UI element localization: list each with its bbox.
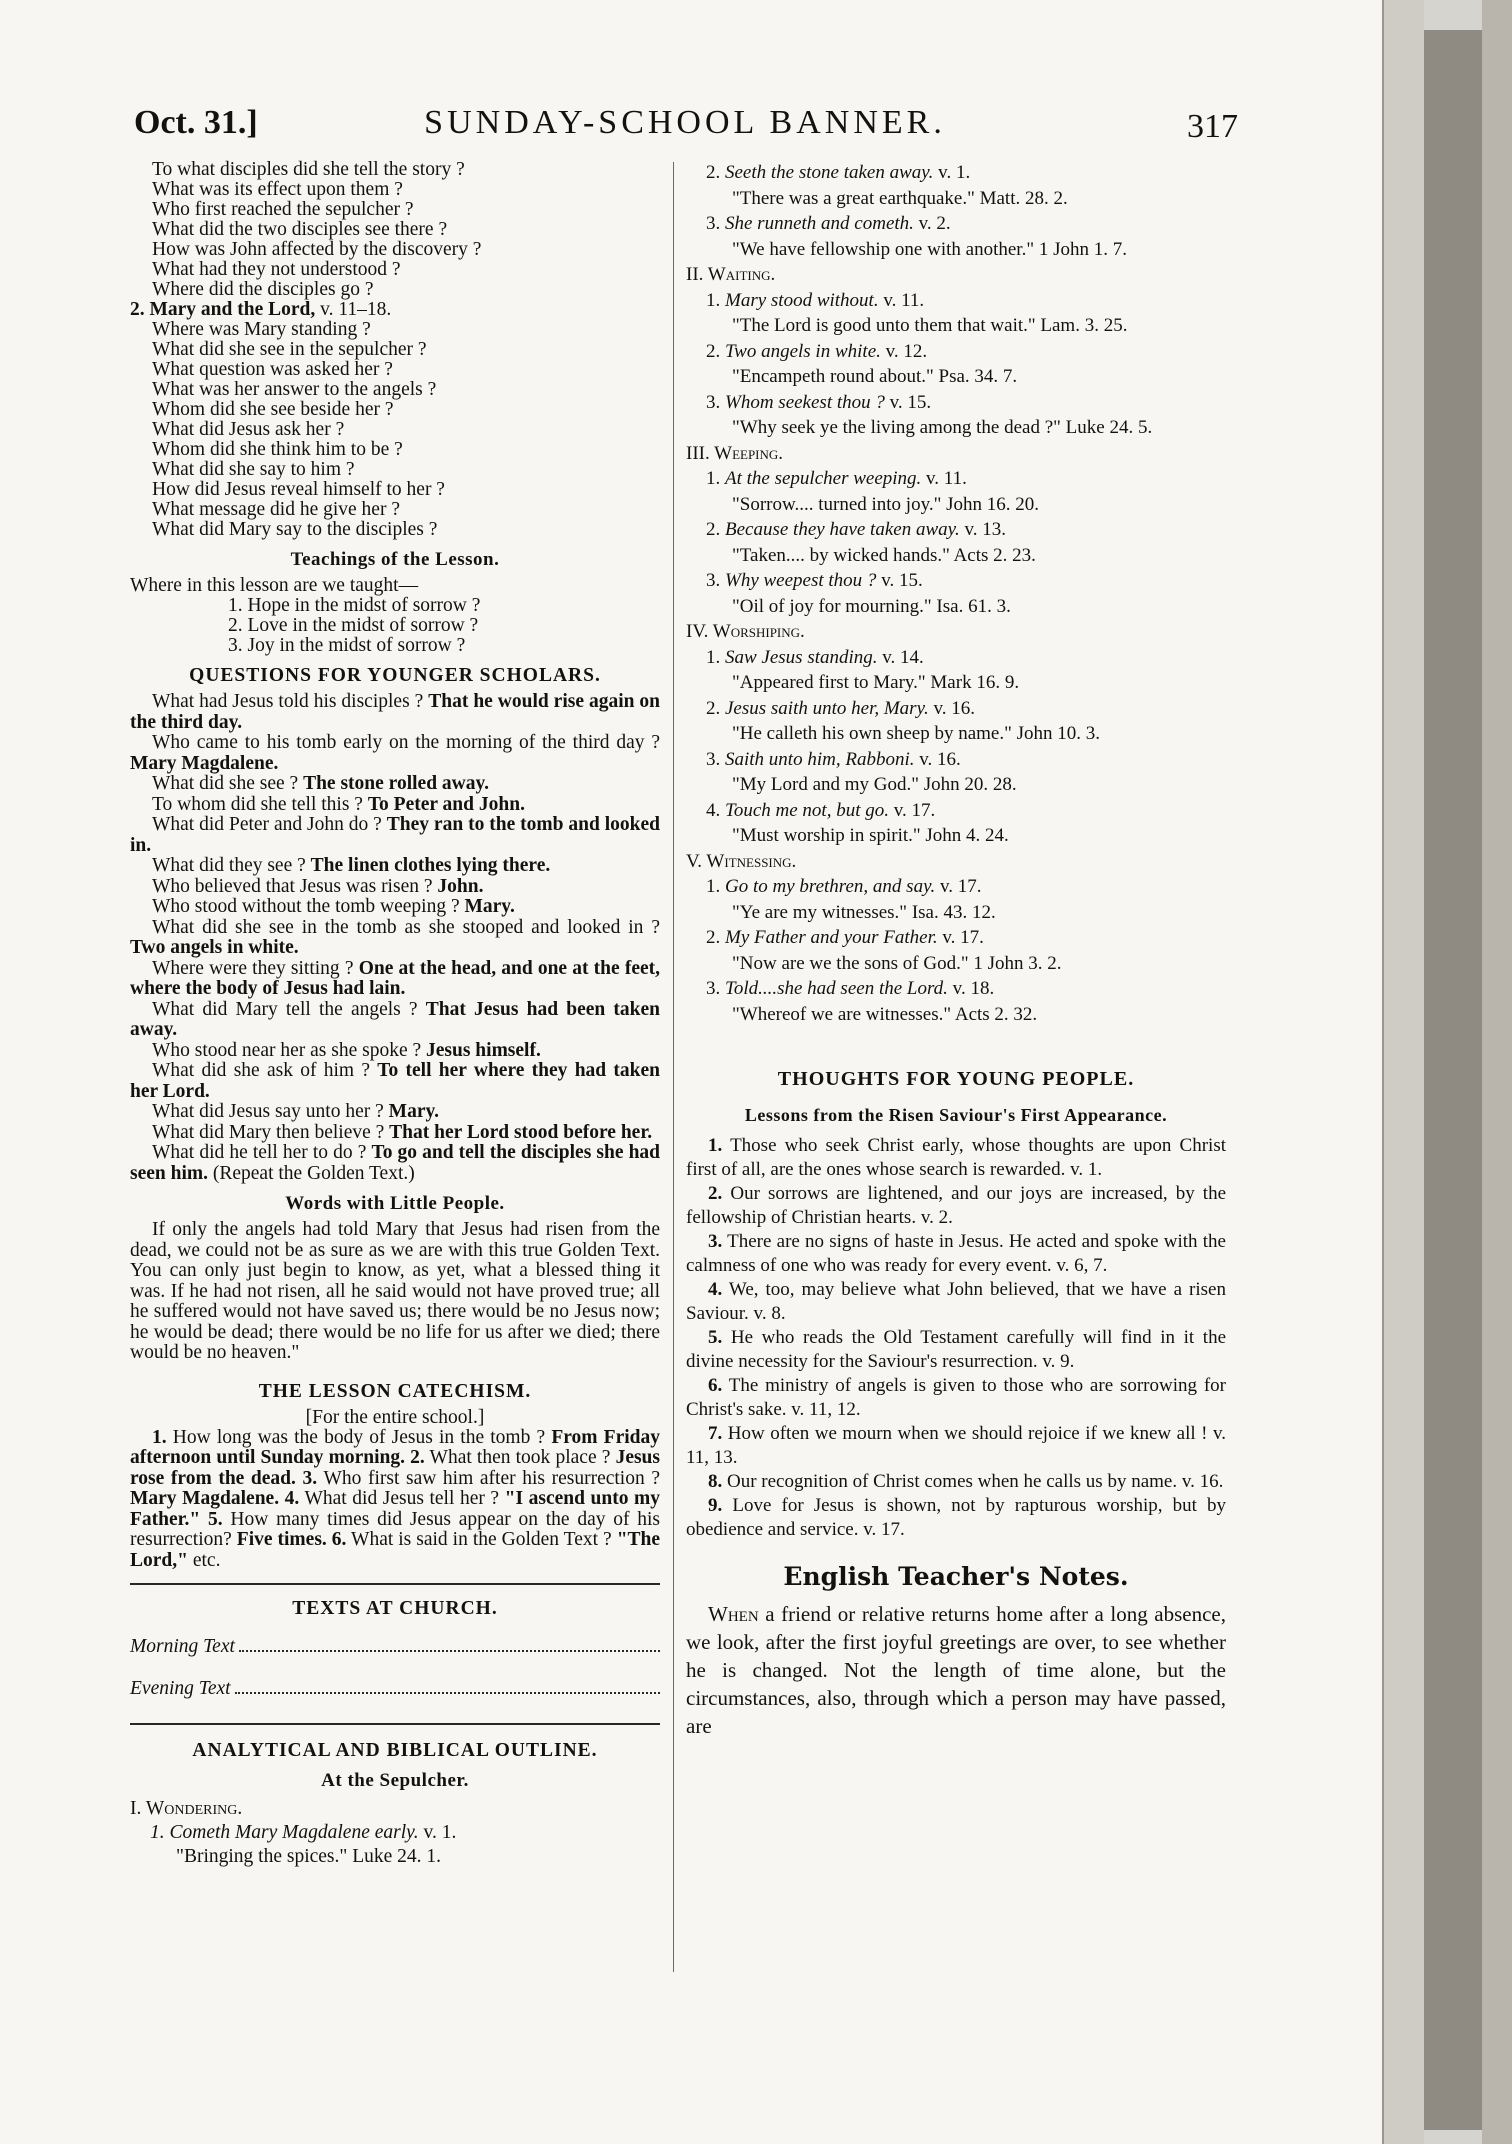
- thought-number: 9.: [708, 1495, 723, 1516]
- question-line: Where was Mary standing ?: [152, 320, 371, 340]
- outline-phrase: At the sepulcher weeping.: [725, 468, 922, 489]
- outline-quote: "Whereof we are witnesses." Acts 2. 32.: [732, 1003, 1038, 1025]
- outline-quote: "Sorrow.... turned into joy." John 16. 20.: [732, 493, 1040, 515]
- younger-qa-item: [130, 692, 660, 733]
- answer-text: To Peter and John.: [367, 793, 525, 815]
- outline-ref: v. 17.: [893, 799, 936, 821]
- question-text: What did Peter and John do ?: [152, 814, 382, 835]
- extra-note: (Repeat the Golden Text.): [212, 1162, 415, 1184]
- outline-quote: "Bringing the spices." Luke 24. 1.: [176, 1846, 442, 1867]
- outline-item: [686, 517, 1226, 543]
- book-cover-edge: [1424, 30, 1482, 2130]
- thought-text: We, too, may believe what John believed, that we have a risen Saviour. v. 8.: [686, 1279, 1226, 1324]
- outline-number: 3.: [706, 978, 721, 999]
- evening-text-line: Evening Text: [130, 1679, 660, 1699]
- thought-text: He who reads the Old Testament carefully will find in it the divine necessity for the Saviour's resurrection. v. 9.: [686, 1327, 1226, 1372]
- thought-text: Our sorrows are lightened, and our joys are increased, by the fellowship of Christian hearts. v. 2.: [686, 1183, 1227, 1228]
- thought-number: 7.: [708, 1423, 723, 1444]
- outline-section: III. Weeping.: [686, 442, 784, 464]
- outline-quote: "Appeared first to Mary." Mark 16. 9.: [732, 672, 1020, 693]
- catechism-answer: Jesus rose from the dead.: [130, 1447, 660, 1489]
- question-line: What did the two disciples see there ?: [152, 220, 448, 240]
- catechism-number: 5.: [208, 1508, 223, 1530]
- catechism-question: What then took place ?: [429, 1447, 611, 1468]
- outline-item: [686, 568, 1226, 594]
- outline-item: [686, 747, 1226, 773]
- younger-qa-item: [130, 1061, 660, 1102]
- outline-phrase: Saw Jesus standing.: [725, 646, 878, 668]
- outline-quote: "My Lord and my God." John 20. 28.: [732, 774, 1017, 795]
- outline-quote: "Now are we the sons of God." 1 John 3. 2.: [732, 952, 1062, 974]
- catechism-heading: THE LESSON CATECHISM.: [258, 1380, 532, 1402]
- outline-ref: v. 17.: [939, 876, 982, 897]
- outline-ref: v. 16.: [933, 697, 975, 719]
- question-line: How was John affected by the discovery ?: [152, 240, 482, 260]
- outline-item: [686, 211, 1226, 237]
- outline-phrase: My Father and your Father.: [725, 927, 938, 948]
- answer-text: They ran to the tomb and looked in.: [130, 814, 660, 856]
- outline-item: [686, 798, 1226, 824]
- question-line: What was its effect upon them ?: [152, 180, 403, 200]
- outline-item: [686, 160, 1226, 186]
- outline-item: [686, 925, 1226, 951]
- outline-ref: v. 18.: [952, 978, 995, 999]
- outline-section-I: I. Wondering.: [130, 1798, 243, 1819]
- answer-text: That Jesus had been taken away.: [130, 998, 660, 1040]
- question-text: What did he tell her to do ?: [152, 1142, 367, 1163]
- outline-item: [686, 976, 1226, 1002]
- younger-qa-item: [130, 1102, 660, 1123]
- outline-item: [686, 339, 1226, 365]
- outline-item: [686, 466, 1226, 492]
- question-line: What had they not understood ?: [152, 260, 401, 280]
- outline-number: 4.: [706, 799, 721, 821]
- younger-qa-item: [130, 897, 660, 918]
- page-number: 317: [1187, 108, 1238, 145]
- question-line: Who first reached the sepulcher ?: [152, 200, 414, 220]
- outline-phrase: Seeth the stone taken away.: [725, 162, 934, 183]
- outline-phrase: Because they have taken away.: [725, 519, 960, 540]
- outline-ref: v. 11.: [883, 289, 925, 311]
- answer-text: The stone rolled away.: [303, 773, 490, 794]
- outline-item: [686, 645, 1226, 671]
- outline-number: 1.: [706, 289, 721, 311]
- thought-number: 8.: [708, 1471, 723, 1492]
- outline-quote: "There was a great earthquake." Matt. 28. 2.: [732, 187, 1068, 209]
- outline-section: V. Witnessing.: [686, 850, 797, 872]
- question-line: Where did the disciples go ?: [152, 280, 374, 300]
- teaching-item: 3. Joy in the midst of sorrow ?: [228, 636, 466, 656]
- thought-number: 1.: [708, 1135, 723, 1156]
- morning-text-line: Morning Text: [130, 1637, 660, 1657]
- catechism-number: 6.: [331, 1529, 347, 1550]
- rule: [130, 1723, 660, 1725]
- outline-phrase: Mary stood without.: [725, 289, 879, 311]
- catechism-answer: "The Lord,": [130, 1529, 661, 1571]
- thought-number: 3.: [708, 1231, 723, 1252]
- outline-quote: "He calleth his own sheep by name." John 10. 3.: [732, 723, 1100, 744]
- outline-ref: v. 1.: [938, 162, 971, 183]
- question-text: What did she see in the tomb as she stooped and looked in ?: [152, 916, 660, 938]
- outline-ref: v. 2.: [918, 213, 951, 234]
- catechism-paragraph: [130, 1428, 660, 1572]
- outline-item: 1. Cometh Mary Magdalene early. v. 1.: [150, 1822, 457, 1843]
- younger-qa-item: [130, 733, 660, 774]
- outline-phrase: Touch me not, but go.: [725, 799, 889, 821]
- question-text: What did Mary then believe ?: [152, 1121, 385, 1143]
- thought-number: 4.: [708, 1279, 723, 1300]
- question-line: How did Jesus reveal himself to her ?: [152, 480, 445, 500]
- younger-qa-item: [130, 1000, 660, 1041]
- question-text: What had Jesus told his disciples ?: [152, 691, 424, 712]
- question-line: What did Mary say to the disciples ?: [152, 520, 438, 540]
- thought-item: [686, 1326, 1226, 1374]
- outline-item: [686, 874, 1226, 900]
- thought-item: [686, 1374, 1226, 1422]
- teachings-heading: Teachings of the Lesson.: [290, 549, 500, 570]
- teachings-list: [130, 596, 660, 656]
- outline-phrase: Whom seekest thou ?: [725, 391, 885, 413]
- outline-item: [686, 390, 1226, 416]
- catechism-question: What is said in the Golden Text ?: [351, 1529, 612, 1550]
- answer-text: To tell her where they had taken her Lord.: [130, 1060, 660, 1102]
- page-header: [130, 100, 1240, 152]
- thought-number: 2.: [708, 1183, 723, 1204]
- catechism-extra: etc.: [192, 1549, 221, 1571]
- outline-number: 3.: [706, 391, 721, 413]
- catechism-question: How many times did Jesus appear on the day of his resurrection?: [130, 1508, 661, 1550]
- question-text: What did she ask of him ?: [152, 1060, 371, 1081]
- words-paragraph: If only the angels had told Mary that Jesus had risen from the dead, we could not be as sure as we are with this true Golden Text. You can only just begin to know, as yet, what a blessed thing it was. If he had not risen, all he said would not have proved true; all he suffered would not have saved us; there would be no Jesus now; he would be dead; there would be no life for us after we died; there would be no heaven.": [130, 1219, 660, 1363]
- question-text: What did they see ?: [152, 855, 306, 876]
- younger-qa-item: [130, 815, 660, 856]
- younger-scholars-qa: [130, 692, 660, 1184]
- outline-ref: v. 12.: [885, 340, 928, 362]
- outline-quote: "Must worship in spirit." John 4. 24.: [732, 825, 1009, 846]
- outline-section: IV. Worshiping.: [686, 621, 805, 642]
- younger-qa-item: [130, 1143, 660, 1184]
- question-text: Who came to his tomb early on the morning of the third day ?: [152, 732, 660, 753]
- younger-qa-item: [130, 1041, 660, 1062]
- outline-phrase: She runneth and cometh.: [725, 213, 914, 234]
- younger-qa-item: [130, 959, 660, 1000]
- english-notes-heading: English Teacher's Notes.: [783, 1562, 1129, 1591]
- outline-ref: v. 15.: [889, 391, 932, 413]
- question-line: What question was asked her ?: [152, 360, 393, 380]
- outline-quote: "Ye are my witnesses." Isa. 43. 12.: [732, 901, 996, 923]
- questions-list-a: [130, 160, 660, 300]
- teachings-intro: Where in this lesson are we taught—: [130, 576, 419, 596]
- answer-text: Mary.: [388, 1101, 440, 1122]
- thought-item: [686, 1230, 1226, 1278]
- outline-ref: v. 13.: [964, 519, 1007, 540]
- outline-quote: "The Lord is good unto them that wait." Lam. 3. 25.: [732, 315, 1128, 336]
- question-text: What did Jesus say unto her ?: [152, 1101, 384, 1122]
- teaching-item: 1. Hope in the midst of sorrow ?: [228, 596, 481, 616]
- answer-text: John.: [437, 875, 484, 897]
- younger-qa-item: [130, 774, 660, 795]
- outline-phrase: Told....she had seen the Lord.: [725, 978, 948, 999]
- younger-qa-item: [130, 918, 660, 959]
- thought-item: [686, 1470, 1226, 1494]
- thought-text: Those who seek Christ early, whose thoughts are upon Christ first of all, are the ones whose search is rewarded. v. 1.: [686, 1135, 1226, 1180]
- answer-text: The linen clothes lying there.: [310, 855, 551, 876]
- outline-number: 2.: [706, 927, 721, 948]
- outline-number: 3.: [706, 748, 721, 770]
- thought-item: [686, 1494, 1226, 1542]
- thoughts-heading: THOUGHTS FOR YOUNG PEOPLE.: [777, 1068, 1135, 1090]
- outline-number: 1.: [706, 468, 721, 489]
- outline-quote: "We have fellowship one with another." 1 John 1. 7.: [732, 238, 1127, 260]
- outline-section: II. Waiting.: [686, 264, 776, 285]
- header-date: Oct. 31.]: [134, 104, 258, 141]
- catechism-number: 4.: [284, 1488, 300, 1509]
- outline-number: 3.: [706, 213, 721, 234]
- outline-number: 2.: [706, 162, 721, 183]
- thought-number: 5.: [708, 1327, 723, 1348]
- question-line: What did she say to him ?: [152, 460, 355, 480]
- question-line: Whom did she see beside her ?: [152, 400, 394, 420]
- answer-text: That her Lord stood before her.: [389, 1121, 653, 1143]
- left-column: [130, 160, 660, 1869]
- catechism-answer: Five times.: [236, 1529, 327, 1550]
- catechism-answer: "I ascend unto my Father.": [130, 1488, 661, 1530]
- thought-text: The ministry of angels is given to those who are sorrowing for Christ's sake. v. 11, 12.: [686, 1375, 1226, 1420]
- english-notes-paragraph: When a friend or relative returns home after a long absence, we look, after the first joyful greetings are over, to see whether he is changed. Not the length of time alone, but the circumstances, also, through which a person may have passed, are: [686, 1601, 1226, 1738]
- outline-ref: v. 15.: [881, 570, 923, 591]
- outline-ref: v. 17.: [942, 927, 984, 948]
- catechism-number: 1.: [152, 1426, 167, 1448]
- question-text: Who stood without the tomb weeping ?: [152, 896, 460, 917]
- outline-phrase: Jesus saith unto her, Mary.: [725, 697, 929, 719]
- catechism-subheading: [For the entire school.]: [305, 1406, 485, 1428]
- younger-scholars-heading: QUESTIONS FOR YOUNGER SCHOLARS.: [189, 665, 601, 686]
- rule: [130, 1583, 660, 1585]
- teaching-item: 2. Love in the midst of sorrow ?: [228, 616, 479, 636]
- right-column: [686, 160, 1226, 1740]
- catechism-question: How long was the body of Jesus in the tomb ?: [172, 1426, 546, 1448]
- question-text: What did she see ?: [152, 773, 299, 794]
- thought-number: 6.: [708, 1375, 723, 1396]
- question-line: To what disciples did she tell the story ?: [152, 160, 465, 180]
- outline-ref: v. 16.: [919, 748, 961, 770]
- catechism-number: 3.: [302, 1467, 318, 1489]
- outline-heading: ANALYTICAL AND BIBLICAL OUTLINE.: [192, 1740, 598, 1761]
- questions-list-b: [130, 320, 660, 540]
- younger-qa-item: [130, 795, 660, 816]
- question-line: What did she see in the sepulcher ?: [152, 340, 427, 360]
- outline-number: 3.: [706, 570, 721, 591]
- thought-text: There are no signs of haste in Jesus. He acted and spoke with the calmness of one who was ready for every event. v. 6, 7.: [686, 1231, 1226, 1276]
- words-heading: Words with Little People.: [285, 1193, 505, 1214]
- question-text: Where were they sitting ?: [152, 957, 354, 979]
- answer-text: Mary.: [464, 896, 515, 917]
- answer-text: Mary Magdalene.: [130, 752, 279, 774]
- thought-item: [686, 1182, 1226, 1230]
- younger-qa-item: [130, 1123, 660, 1144]
- outline-quote: "Oil of joy for mourning." Isa. 61. 3.: [732, 595, 1011, 617]
- catechism-question: What did Jesus tell her ?: [304, 1488, 500, 1509]
- thoughts-subheading: Lessons from the Risen Saviour's First Appearance.: [744, 1104, 1168, 1125]
- question-line: What was her answer to the angels ?: [152, 380, 437, 400]
- question-line: What message did he give her ?: [152, 500, 400, 520]
- outline-phrase: Why weepest thou ?: [725, 570, 877, 591]
- answer-text: That he would rise again on the third day.: [130, 691, 661, 733]
- outline-quote: "Encampeth round about." Psa. 34. 7.: [732, 366, 1018, 387]
- answer-text: To go and tell the disciples she had seen him.: [130, 1142, 661, 1184]
- question-text: What did Mary tell the angels ?: [152, 998, 418, 1020]
- thoughts-list: [686, 1134, 1226, 1542]
- outline-subheading: At the Sepulcher.: [321, 1770, 469, 1791]
- outline-phrase: Two angels in white.: [725, 340, 881, 362]
- outline-number: 2.: [706, 697, 721, 719]
- catechism-question: Who first saw him after his resurrection ?: [323, 1467, 660, 1489]
- section-2-heading: 2. Mary and the Lord, v. 11–18.: [130, 300, 392, 320]
- outline-ref: v. 11.: [926, 468, 967, 489]
- magazine-title: SUNDAY-SCHOOL BANNER.: [424, 104, 946, 141]
- thought-item: [686, 1422, 1226, 1470]
- book-page-edge: [1382, 0, 1424, 2144]
- outline-ref: v. 14.: [882, 646, 924, 668]
- outline-number: 2.: [706, 519, 721, 540]
- outline-number: 2.: [706, 340, 721, 362]
- outline-quote: "Taken.... by wicked hands." Acts 2. 23.: [732, 544, 1036, 566]
- question-text: To whom did she tell this ?: [152, 793, 363, 815]
- catechism-answer: From Friday afternoon until Sunday morning.: [130, 1426, 660, 1468]
- outline-continued: [686, 160, 1226, 1027]
- catechism-number: 2.: [410, 1447, 425, 1468]
- outline-phrase: Go to my brethren, and say.: [725, 876, 936, 897]
- younger-qa-item: [130, 877, 660, 898]
- texts-at-church-heading: TEXTS AT CHURCH.: [292, 1598, 498, 1619]
- outline-item: [686, 288, 1226, 314]
- answer-text: One at the head, and one at the feet, where the body of Jesus had lain.: [130, 957, 660, 999]
- thought-item: [686, 1134, 1226, 1182]
- thought-text: How often we mourn when we should rejoice if we knew all ! v. 11, 13.: [686, 1423, 1227, 1468]
- outline-quote: "Why seek ye the living among the dead ?" Luke 24. 5.: [732, 417, 1153, 438]
- outline-number: 1.: [706, 876, 721, 897]
- answer-text: Jesus himself.: [426, 1039, 541, 1061]
- question-line: What did Jesus ask her ?: [152, 420, 345, 440]
- outline-item: [686, 696, 1226, 722]
- question-text: Who believed that Jesus was risen ?: [152, 875, 433, 897]
- thought-text: Our recognition of Christ comes when he calls us by name. v. 16.: [727, 1471, 1224, 1492]
- book-spine-edge: [1482, 0, 1512, 2144]
- thought-item: [686, 1278, 1226, 1326]
- catechism-answer: Mary Magdalene.: [130, 1488, 280, 1509]
- outline-number: 1.: [706, 646, 721, 668]
- question-line: Whom did she think him to be ?: [152, 440, 403, 460]
- answer-text: Two angels in white.: [130, 937, 299, 958]
- column-divider: [673, 162, 674, 1972]
- outline-phrase: Saith unto him, Rabboni.: [725, 748, 915, 770]
- younger-qa-item: [130, 856, 660, 877]
- question-text: Who stood near her as she spoke ?: [152, 1039, 422, 1061]
- thought-text: Love for Jesus is shown, not by rapturous worship, but by obedience and service. v. 17.: [686, 1495, 1227, 1540]
